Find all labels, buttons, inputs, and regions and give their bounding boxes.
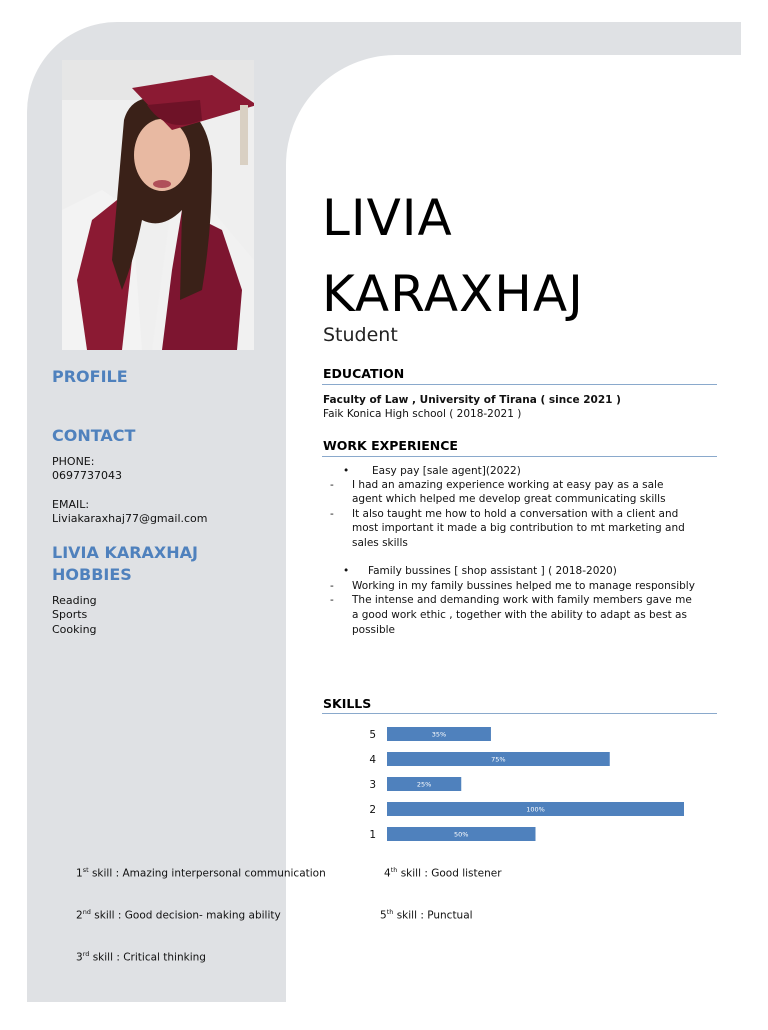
job1-title: Easy pay [sale agent](2022) xyxy=(372,465,521,477)
hobby-item: Sports xyxy=(52,608,88,621)
profile-heading: PROFILE xyxy=(52,367,128,386)
hobbies-heading: HOBBIES xyxy=(52,565,132,584)
dash-icon: - xyxy=(330,594,334,606)
job2-detail-line: a good work ethic , together with the ability to adapt as best as xyxy=(352,609,687,621)
skill-number: 3 xyxy=(76,951,83,964)
skill-item-1 xyxy=(76,866,326,880)
y-tick-label: 3 xyxy=(369,779,376,791)
skill-number: 1 xyxy=(76,867,83,880)
role-title: Student xyxy=(323,324,398,346)
education-highschool: Faik Konica High school ( 2018-2021 ) xyxy=(323,408,522,420)
skill-number: 5 xyxy=(380,909,387,922)
phone-label: PHONE: xyxy=(52,455,95,468)
skills-bar-chart xyxy=(360,720,720,850)
profile-photo xyxy=(62,60,254,350)
hobby-item: Cooking xyxy=(52,623,97,636)
bar-data-label: 25% xyxy=(416,780,432,789)
hobbies-heading-name: LIVIA KARAXHAJ xyxy=(52,543,198,562)
skill-item-4 xyxy=(384,866,502,880)
job2-detail-line: possible xyxy=(352,624,395,636)
skills-divider xyxy=(322,713,717,714)
name-last: KARAXHAJ xyxy=(322,265,584,323)
contact-heading: CONTACT xyxy=(52,426,136,445)
bar-data-label: 100% xyxy=(526,805,545,814)
y-tick-label: 2 xyxy=(369,804,376,816)
phone-number: 0697737043 xyxy=(52,469,122,482)
bullet-icon: • xyxy=(343,565,350,577)
email-label: EMAIL: xyxy=(52,498,90,511)
skill-ordinal: nd xyxy=(82,908,91,916)
education-university: Faculty of Law , University of Tirana ( since 2021 ) xyxy=(323,394,621,406)
skills-heading: SKILLS xyxy=(323,696,372,711)
job1-detail-line: most important it made a big contribution to mt marketing and xyxy=(352,522,685,534)
y-tick-label: 5 xyxy=(369,729,376,741)
work-heading: WORK EXPERIENCE xyxy=(323,438,458,453)
skill-number: 4 xyxy=(384,867,391,880)
skill-number: 2 xyxy=(76,909,83,922)
skill-ordinal: th xyxy=(386,908,394,916)
skill-item-5 xyxy=(380,908,473,922)
skill-text: skill : Good listener xyxy=(397,867,502,880)
skill-text: skill : Amazing interpersonal communication xyxy=(88,867,326,880)
skill-ordinal: th xyxy=(390,866,398,874)
education-divider xyxy=(322,384,717,385)
graduate-portrait-image xyxy=(62,60,254,350)
hobby-item: Reading xyxy=(52,594,97,607)
skill-ordinal: rd xyxy=(82,950,90,958)
skill-item-3 xyxy=(76,950,206,964)
bar-data-label: 50% xyxy=(454,830,469,839)
job1-detail-line: It also taught me how to hold a conversation with a client and xyxy=(352,508,679,520)
email-address: Liviakaraxhaj77@gmail.com xyxy=(52,512,208,525)
bar-data-label: 35% xyxy=(431,730,447,739)
job1-detail-line: I had an amazing experience working at easy pay as a sale xyxy=(352,479,664,491)
job2-detail-line: The intense and demanding work with family members gave me xyxy=(352,594,692,606)
skill-text: skill : Punctual xyxy=(393,909,473,922)
skill-item-2 xyxy=(76,908,281,922)
bar-data-label: 75% xyxy=(491,755,506,764)
dash-icon: - xyxy=(330,479,334,491)
job1-detail-line: agent which helped me develop great communicating skills xyxy=(352,493,666,505)
skill-ordinal: st xyxy=(82,866,89,874)
full-name xyxy=(322,180,584,332)
y-tick-label: 4 xyxy=(369,754,376,766)
bullet-icon: • xyxy=(343,465,350,477)
job2-title: Family bussines [ shop assistant ] ( 2018-2020) xyxy=(368,565,617,577)
job1-detail-line: sales skills xyxy=(352,537,408,549)
dash-icon: - xyxy=(330,580,334,592)
y-tick-label: 1 xyxy=(369,829,376,841)
name-first: LIVIA xyxy=(322,189,453,247)
dash-icon: - xyxy=(330,508,334,520)
education-heading: EDUCATION xyxy=(323,366,405,381)
work-divider xyxy=(322,456,717,457)
skill-text: skill : Critical thinking xyxy=(89,951,206,964)
job2-detail-line: Working in my family bussines helped me to manage responsibly xyxy=(352,580,695,592)
skill-text: skill : Good decision- making ability xyxy=(90,909,281,922)
